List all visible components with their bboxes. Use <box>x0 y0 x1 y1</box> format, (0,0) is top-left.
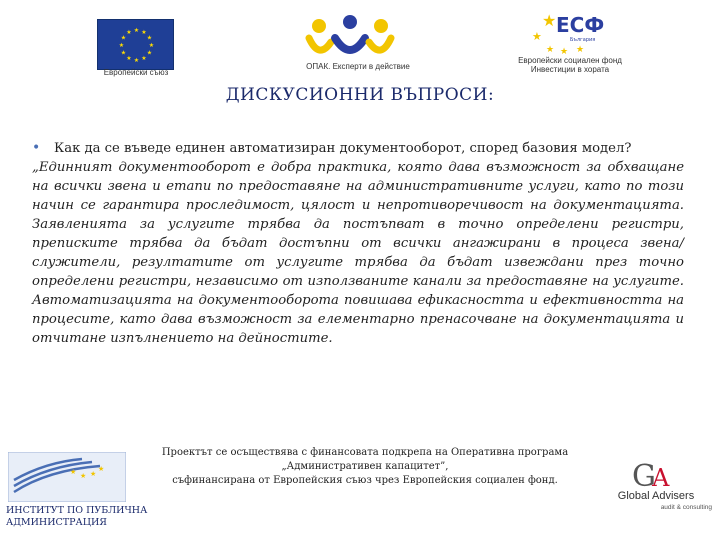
esf-caption-line2: Инвестиции в хората <box>530 65 610 74</box>
svg-text:★: ★ <box>532 30 542 43</box>
global-advisers-name: Global Advisers <box>617 490 695 502</box>
svg-text:★: ★ <box>133 27 140 34</box>
esf-caption <box>490 56 650 74</box>
svg-text:★: ★ <box>80 472 87 480</box>
svg-text:★: ★ <box>546 45 555 55</box>
svg-text:A: A <box>652 464 670 490</box>
funding-statement <box>130 446 600 488</box>
funding-line1: Проектът се осъществява с финансовата подкрепа на Оперативна програма <box>161 447 569 458</box>
svg-text:★: ★ <box>118 42 125 49</box>
funding-line2: „Административен капацитет”, <box>281 461 449 472</box>
esf-caption-line1: Европейски социален фонд <box>518 56 622 65</box>
svg-text:G: G <box>632 459 656 490</box>
svg-text:★: ★ <box>146 49 153 57</box>
page-title: ДИСКУСИОННИ ВЪПРОСИ: <box>225 85 495 105</box>
svg-text:★: ★ <box>542 11 557 30</box>
svg-text:★: ★ <box>98 465 105 473</box>
ipa-caption <box>6 505 156 529</box>
ipa-caption-line1: ИНСТИТУТ ПО ПУБЛИЧНА <box>6 505 148 516</box>
eu-flag-logo <box>97 19 174 70</box>
svg-text:★: ★ <box>90 470 97 478</box>
global-advisers-logo <box>630 456 680 490</box>
esf-logo-text: ЕСФ <box>556 13 605 37</box>
svg-text:★: ★ <box>146 34 153 42</box>
discussion-answer: „Единният документооборот е добра практика, която дава възможност за обхващане на всички звена и етапи по предоставяне на административните услуги, като по този начин се гарантира проследимост, цялост и непротиворечивост на документацията. Заявленията за услугите трябва да постъпват в точно определени регистри, преписките трябва да бъдат достъпни от всички ангажирани в процеса звена/служители, резултатите от услугите трябва да бъдат извеждани през точно определени регистри, независимо от използваните канали за предоставяне на услугите. Автоматизацията на документооборота повишава ефикасността и ефективността на процесите, като дава възможност за елементарно пренасочване на документацията и отчитане изпълнението на дейностите. <box>32 160 684 346</box>
svg-text:★: ★ <box>148 42 155 49</box>
opak-logo <box>305 12 395 68</box>
svg-text:★: ★ <box>141 29 147 36</box>
ipa-caption-line2: АДМИНИСТРАЦИЯ <box>6 517 107 528</box>
global-advisers-subtitle: audit & consulting <box>660 504 712 511</box>
discussion-question: Как да се въведе единен автоматизиран документооборот, според базовия модел? <box>54 141 632 156</box>
svg-text:★: ★ <box>133 57 140 64</box>
svg-text:★: ★ <box>70 468 77 476</box>
ipa-logo <box>8 452 126 502</box>
eu-caption: Европейски съюз <box>103 68 169 77</box>
main-content <box>32 139 684 348</box>
bullet-dot-icon: • <box>32 140 41 156</box>
svg-text:★: ★ <box>120 34 127 42</box>
svg-text:★: ★ <box>126 29 132 36</box>
svg-text:★: ★ <box>120 49 127 57</box>
svg-text:★: ★ <box>576 45 585 55</box>
funding-line3: съфинансирана от Европейския съюз чрез Европейския социален фонд. <box>172 475 558 486</box>
esf-country-text: България <box>570 37 596 43</box>
esf-logo <box>530 8 610 58</box>
svg-text:★: ★ <box>560 47 569 57</box>
eu-stars-icon <box>98 20 175 71</box>
bullet-item <box>32 139 684 158</box>
svg-text:★: ★ <box>126 55 132 62</box>
svg-text:★: ★ <box>141 55 147 62</box>
opak-caption: ОПАК. Експерти в действие <box>306 62 410 71</box>
